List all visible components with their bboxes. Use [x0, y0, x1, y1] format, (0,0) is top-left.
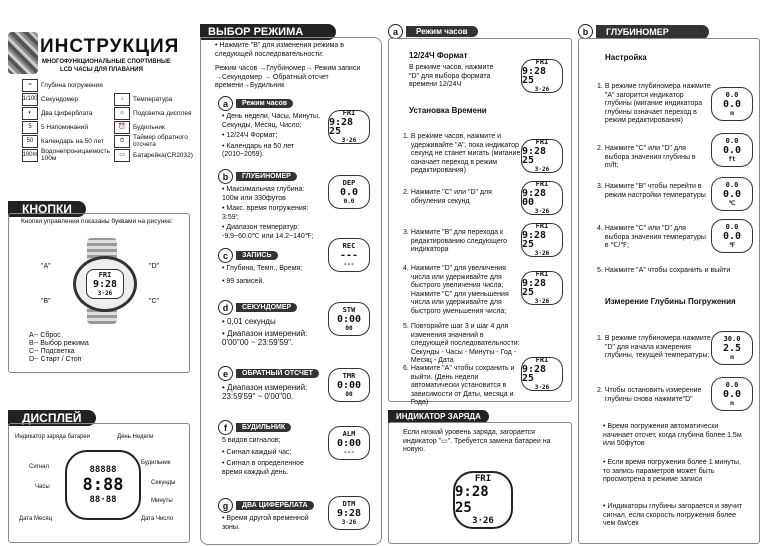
stopwatch-icon: 1/100 [22, 93, 38, 106]
button-d-label: "D" [149, 263, 160, 270]
letter-b-icon: b [218, 169, 233, 184]
lcd-depth: DEP 0.0 0.0 [328, 175, 370, 209]
buttons-note: Кнопки управления показаны буквами на рисунке: [21, 218, 173, 225]
button-c-label: "C" [149, 298, 160, 305]
list-item: 6. Нажмите "A" чтобы сохранить и выйти. (День недели автоматически установится в зависимости от Даты, месяца и Года) [403, 365, 515, 406]
mode-section-clock: a Режим часов • День недели, Часы, Минуты, Секунды, Месяц, Число; • 12/24Ч Формат; • Календарь на 50 лет (2010~2059). FRI 9:28 25 3·26 [200, 92, 380, 160]
feature-legend [22, 78, 202, 162]
list-item: 1. В режиме глубиномера нажмите "D" для начала измерения глубины, текущей температуры; [597, 335, 711, 359]
clock-mode-panel: 12/24Ч Формат В режиме часов, нажмите "D" для выбора формата времени 12/24Ч FRI 9:28 25 3·26 Установка Времени 1. В режиме часов, нажмите и удерживайте "A", пока индикатор секунд не станет мигать (мигание означает переход в режим редактирования) FRI 9:28 25 3·26 2. Нажмите "C" или "D" для обнуления секунд FRI 9:28 00 3·26 3. Нажмите "B" для перехода к редактированию следующего индикатора FRI 9:28 25 3·26 4. Нажмите "D" для увеличения числа или удерживайте для быстрого увеличения числа; Нажмите "C" для уменьшения числа или удерживайте для быстрого уменьшения числа; FRI 9:28 25 3·26 5. Повторяйте шаг 3 и шаг 4 для изменения значений в следующей последовательности: Секунды - Часы - Минуты - Год - Месяц - Дата 6. Нажмите "A" чтобы сохранить и выйти. (День недели автоматически установится в зависимости от Даты, месяца и Года) FRI 9:28 25 3·26 [388, 38, 572, 402]
letter-e-icon: e [218, 366, 233, 381]
manual-subtitle-2: LCD ЧАСЫ ДЛЯ ПЛАВАНИЯ [60, 67, 143, 73]
mode-section-record: c ЗАПИСЬ • Глубина, Темп., Время; • 99 записей. REC --- --- [200, 244, 380, 286]
list-item: 2. Чтобы остановить измерение глубины снова нажмите"D" [597, 387, 702, 403]
mode-section-stopwatch: d СЕКУНДОМЕР • 0,01 секунды • Диапазон измерений: 0'00"00 ~ 23:59'59". STW 0:00 00 [200, 296, 380, 347]
letter-b-icon: b [578, 24, 593, 39]
mode-select-panel: • Нажмите "B" для изменения режима в следующей последовательности: Режим часов →Глубиномер→ Режим записи →Секундомер → Обратный отсчет времени→Будильник [200, 37, 382, 545]
list-item: A-- Сброс [29, 332, 61, 339]
lcd-alarm: ALM 0:00 --- [328, 426, 370, 460]
list-item: B-- Выбор режима [29, 340, 89, 347]
backlight-icon: ☼ [114, 107, 130, 120]
legend-row: ◐ Два Циферблата ☼ Подсветка дисплея [22, 106, 202, 120]
battery-icon: ▭ [114, 149, 130, 162]
buttons-heading: КНОПКИ [8, 201, 86, 217]
lcd-dualtime: DTM 9:28 3·26 [328, 496, 370, 530]
legend-row: 50 Календарь на 50 лет ⏱ Таймер обратного отсчета [22, 134, 202, 148]
waterproof-icon: 100m [22, 149, 38, 162]
depth-gauge-panel: Настройка 1. В режиме глубиномера нажмите "A" загорится индикатор глубины (мигание индикатора глубины означает переход в режим редактирования) 0.0 0.0 m 2. Нажмите "C" или "D" для выбора значения глубины в m/ft; 0.0 0.0 ft 3. Нажмите "B" чтобы перейти в режим настройки температуры 0.0 0.0 ℃ 4. Нажмите "C" или "D" для выбора значения температуры в ℃/℉; 0.0 0.0 ℉ 5. Нажмите "A" чтобы сохранить и выйти Измерение Глубины Погружения 1. В режиме глубиномера нажмите "D" для начала измерения глубины, текущей температуры; 30.0 2.5 m 2. Чтобы остановить измерение глубины снова нажмите"D" 0.0 0.0 m • Время погружения автоматически начинает отсчет, когда глубина более 1,5м или 50футов • Если время погружения более 1 минуты, то запись параметров может быть просмотрена в режиме записи • Индикаторы глубины загорается и звучит сигнал, если скорость погружения более чем 6м/сек [578, 38, 760, 544]
battery-panel: Если низкий уровень заряда, загорается индикатор "▭". Требуется замена батареи на новую. FRI 9:28 25 3·26 [388, 422, 572, 544]
manual-title: ИНСТРУКЦИЯ [40, 36, 180, 57]
list-item: 3. Нажмите "B" для перехода к редактированию следующего индикатора [403, 229, 508, 253]
letter-f-icon: f [218, 420, 233, 435]
mode-section-depth: b ГЛУБИНОМЕР • Максимальная глубина: 100м или 330футов • Макс. время погружения: 3:59'; • Диапазон температур: -9.9~60.0℃ или 14.2~140℉; DEP 0.0 0.0 [200, 165, 380, 241]
lcd-diagram: 88888 8:88 88·88 [65, 450, 141, 520]
dual-time-icon: ◐ [22, 107, 38, 120]
letter-d-icon: d [218, 300, 233, 315]
list-item: D-- Старт / Стоп [29, 356, 82, 363]
list-item: 1. В режиме глубиномера нажмите "A" загорится индикатор глубины (мигание индикатора глубины означает переход в режим редактирования) [597, 83, 711, 124]
list-item: 5. Нажмите "A" чтобы сохранить и выйти [597, 267, 731, 274]
clock-mode-heading: Режим часов [406, 26, 478, 37]
column-clock-mode [386, 0, 574, 546]
column-mode-select [198, 0, 384, 546]
list-item: 5. Повторяйте шаг 3 и шаг 4 для изменения значений в следующей последовательности: Секунды - Часы - Минуты - Год - Месяц - Дата [403, 323, 520, 364]
list-item: 2. Нажмите "C" или "D" для выбора значения глубины в m/ft; [597, 145, 696, 169]
list-item: C-- Подсветка [29, 348, 75, 355]
wave-icon: ≈ [22, 79, 38, 92]
mode-section-dualtime: g ДВА ЦИФЕРБЛАТА • Время другой временной зоны. DTM 9:28 3·26 [200, 494, 380, 532]
list-item: 2. Нажмите "C" или "D" для обнуления секунд [403, 189, 492, 205]
timer-icon: ⏱ [114, 135, 130, 148]
legend-row: 5 5 Напоминаний ⏰ Будильник [22, 120, 202, 134]
lcd-record: REC --- --- [328, 238, 370, 272]
battery-heading: ИНДИКАТОР ЗАРЯДА [388, 410, 489, 423]
lcd-format: FRI 9:28 25 3·26 [521, 59, 563, 93]
legend-row: ≈ Глубина погружения [22, 78, 202, 92]
letter-g-icon: g [218, 498, 233, 513]
thermometer-icon: ↓ [114, 93, 130, 106]
lcd-countdown: TMR 0:00 00 [328, 368, 370, 402]
calendar-icon: 50 [22, 135, 38, 148]
display-panel: Индикатор заряда батареи День Недели Сигнал Будильник Часы Секунды Минуты Дата Месяц Дата Число 88888 8:88 88·88 [8, 423, 190, 543]
mode-section-countdown: e ОБРАТНЫЙ ОТСЧЕТ • Диапазон измерений: 23:59'59" ~ 0'00"00. TMR 0:00 00 [200, 362, 380, 401]
watch-display: FRI 9:28 3·26 [86, 269, 124, 299]
camo-logo [8, 32, 38, 74]
display-heading: ДИСПЛЕЙ [8, 410, 96, 426]
lcd-stopwatch: STW 0:00 00 [328, 302, 370, 336]
lcd-clock: FRI 9:28 25 3·26 [328, 110, 370, 144]
letter-a-icon: a [218, 96, 233, 111]
button-a-label: "A" [41, 263, 51, 270]
mode-section-alarm: f БУДИЛЬНИК 5 видов сигналов; • Сигнал каждый час; • Сигнал в определенное время каждый день. ALM 0:00 --- [200, 416, 380, 477]
legend-row: 1/100 Секундомер ↓ Температура [22, 92, 202, 106]
list-item: 1. В режиме часов, нажмите и удерживайте "A", пока индикатор секунд не станет мигать (мигание означает переход в режим редактирования) [403, 133, 521, 174]
alarm-icon: ⏰ [114, 121, 130, 134]
buttons-panel [8, 213, 190, 373]
list-item: 3. Нажмите "B" чтобы перейти в режим настройки температуры [597, 183, 706, 199]
column-depth-gauge [576, 0, 761, 546]
button-b-label: "B" [41, 298, 51, 305]
watch-illustration [69, 238, 135, 324]
mode-select-heading: ВЫБОР РЕЖИМА [200, 24, 336, 40]
battery-lcd: FRI 9:28 25 3·26 [453, 471, 513, 529]
letter-c-icon: c [218, 248, 233, 263]
letter-a-icon: a [388, 24, 403, 39]
depth-gauge-heading: ГЛУБИНОМЕР [596, 25, 709, 39]
list-item: 4. Нажмите "D" для увеличения числа или удерживайте для быстрого увеличения числа; Нажмите "C" для уменьшения числа или удерживайте для быстрого уменьшения числа; [403, 265, 509, 315]
manual-subtitle-1: МНОГОФУНКЦИОНАЛЬНЫЕ СПОРТИВНЫЕ [42, 59, 171, 65]
reminder-icon: 5 [22, 121, 38, 134]
column-left [0, 0, 196, 546]
legend-row: 100m Водонепроницаемость 100м ▭ Батарейка(CR2032) [22, 148, 193, 162]
button-functions [29, 332, 89, 364]
list-item: 4. Нажмите "C" или "D" для выбора значения температуры в ℃/℉; [597, 225, 706, 249]
